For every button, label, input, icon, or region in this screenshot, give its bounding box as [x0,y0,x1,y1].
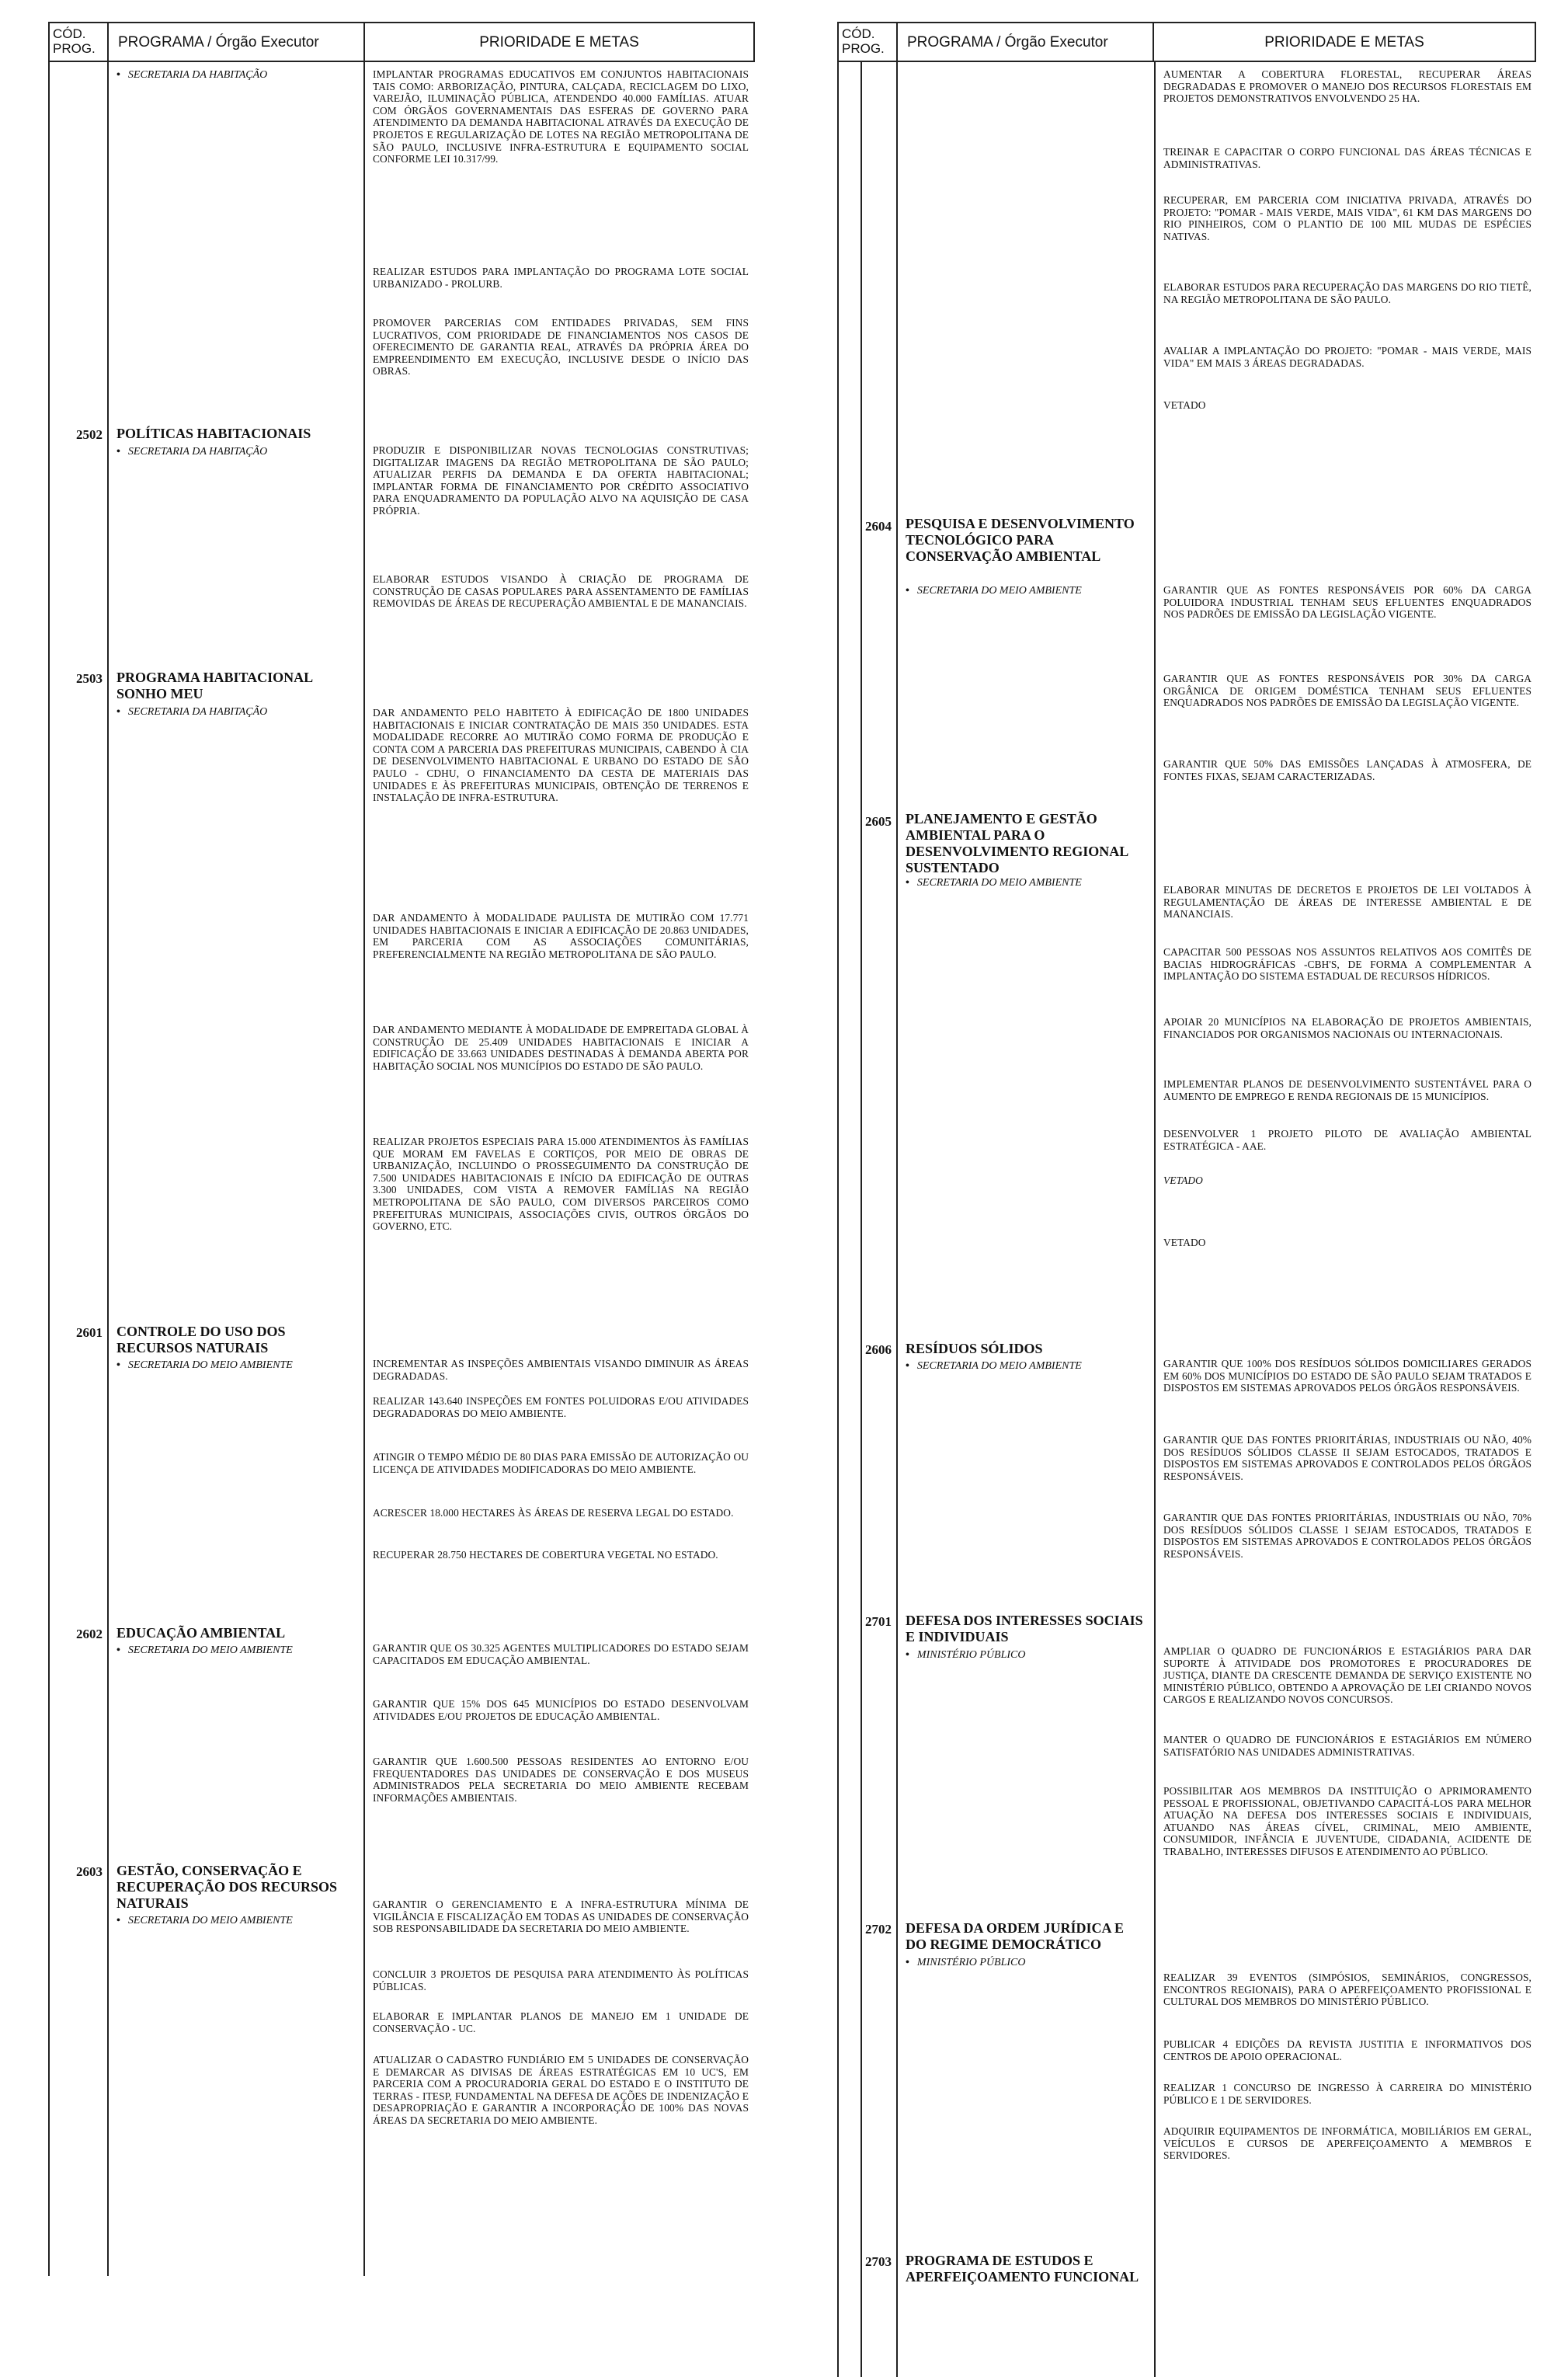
column-divider [837,62,839,2377]
program-executor: • SECRETARIA DA HABITAÇÃO [116,446,268,458]
goal-text: TREINAR E CAPACITAR O CORPO FUNCIONAL DAS ÁREAS TÉCNICAS E ADMINISTRATIVAS. [1163,146,1531,170]
program-executor: • SECRETARIA DA HABITAÇÃO [116,69,268,81]
goal-text: MANTER O QUADRO DE FUNCIONÁRIOS E ESTAGIÁRIOS EM NÚMERO SATISFATÓRIO NAS UNIDADES ADMINISTRATIVAS. [1163,1734,1531,1758]
goal-text: PROMOVER PARCERIAS COM ENTIDADES PRIVADAS, SEM FINS LUCRATIVOS, COM PRIORIDADE DE FINANCIAMENTOS NOS CASOS DE OFERECIMENTO DE GARANTIA REAL, ATRAVÉS DA PRÓPRIA ÁREA DO EMPREENDIMENTO EM EXECUÇÃO, INCLUSIVE DESDE O INÍCIO DAS OBRAS. [373,317,749,378]
table-header [837,22,1536,62]
goal-text: PUBLICAR 4 EDIÇÕES DA REVISTA JUSTITIA E INFORMATIVOS DOS CENTROS DE APOIO OPERACIONAL. [1163,2038,1531,2062]
goal-text: RECUPERAR 28.750 HECTARES DE COBERTURA VEGETAL NO ESTADO. [373,1549,718,1561]
header-prioridade: PRIORIDADE E METAS [479,34,639,50]
column-divider [860,62,862,2377]
goal-text: GARANTIR QUE AS FONTES RESPONSÁVEIS POR 60% DA CARGA POLUIDORA INDUSTRIAL TENHAM SEUS EFLUENTES ENQUADRADOS NOS PADRÕES DE EMISSÃO DA LEGISLAÇÃO VIGENTE. [1163,584,1531,621]
program-executor: • SECRETARIA DO MEIO AMBIENTE [906,877,1082,889]
program-code: 2603 [76,1864,103,1879]
goal-text: CONCLUIR 3 PROJETOS DE PESQUISA PARA ATENDIMENTO ÀS POLÍTICAS PÚBLICAS. [373,1968,749,1992]
goal-text: REALIZAR 39 EVENTOS (SIMPÓSIOS, SEMINÁRIOS, CONGRESSOS, ENCONTROS REGIONAIS), PARA O APERFEIÇOAMENTO PROFISSIONAL E CULTURAL DOS MEMBROS DO MINISTÉRIO PÚBLICO. [1163,1972,1531,2008]
program-executor: • SECRETARIA DO MEIO AMBIENTE [116,1644,293,1656]
program-executor: • SECRETARIA DO MEIO AMBIENTE [116,1359,293,1371]
goal-text: GARANTIR QUE DAS FONTES PRIORITÁRIAS, INDUSTRIAIS OU NÃO, 40% DOS RESÍDUOS SÓLIDOS CLASSE II SEJAM ESTOCADOS, TRATADOS E DISPOSTOS EM SISTEMAS APROVADOS E CONTROLADOS PELOS ÓRGÃOS RESPONSÁVEIS. [1163,1434,1531,1482]
program-name: POLÍTICAS HABITACIONAIS [116,426,311,441]
program-name: PESQUISA E DESENVOLVIMENTO TECNOLÓGICO PARA CONSERVAÇÃO AMBIENTAL [906,516,1135,564]
goal-text: ADQUIRIR EQUIPAMENTOS DE INFORMÁTICA, MOBILIÁRIOS EM GERAL, VEÍCULOS E CURSOS DE APERFEIÇOAMENTO A MEMBROS E SERVIDORES. [1163,2125,1531,2162]
goal-text: GARANTIR QUE 100% DOS RESÍDUOS SÓLIDOS DOMICILIARES GERADOS EM 60% DOS MUNICÍPIOS DO ESTADO DE SÃO PAULO SEJAM TRATADOS E DISPOSTOS EM SISTEMAS APROVADOS PELOS ÓRGÃOS RESPONSÁVEIS. [1163,1358,1531,1394]
goal-text: ELABORAR ESTUDOS VISANDO À CRIAÇÃO DE PROGRAMA DE CONSTRUÇÃO DE CASAS POPULARES PARA ASSENTAMENTO DE FAMÍLIAS REMOVIDAS DE ÁREAS DE RECUPERAÇÃO AMBIENTAL E DE MANANCIAIS. [373,573,749,610]
goal-text: ELABORAR ESTUDOS PARA RECUPERAÇÃO DAS MARGENS DO RIO TIETÊ, NA REGIÃO METROPOLITANA DE SÃO PAULO. [1163,281,1531,305]
goal-text: DAR ANDAMENTO À MODALIDADE PAULISTA DE MUTIRÃO COM 17.771 UNIDADES HABITACIONAIS E INICIAR A EDIFICAÇÃO DE 20.863 UNIDADES, EM PARCERIA COM AS ASSOCIAÇÕES COMUNITÁRIAS, PREFERENCIALMENTE NA REGIÃO METROPOLITANA DE SÃO PAULO. [373,912,749,960]
goal-text: VETADO [1163,1237,1206,1248]
goal-text: IMPLEMENTAR PLANOS DE DESENVOLVIMENTO SUSTENTÁVEL PARA O AUMENTO DE EMPREGO E RENDA REGIONAIS DE 15 MUNICÍPIOS. [1163,1078,1531,1102]
goal-text: GARANTIR QUE AS FONTES RESPONSÁVEIS POR 30% DA CARGA ORGÂNICA DE ORIGEM DOMÉSTICA TENHAM SEUS EFLUENTES ENQUADRADOS NOS PADRÕES DE EMISSÃO DA LEGISLAÇÃO VIGENTE. [1163,673,1531,709]
header-programa: PROGRAMA / Órgão Executor [898,23,1154,61]
program-code: 2601 [76,1325,103,1340]
header-cod-prog: CÓD. PROG. [839,23,898,61]
right-column [837,22,1536,2368]
goal-text: CAPACITAR 500 PESSOAS NOS ASSUNTOS RELATIVOS AOS COMITÊS DE BACIAS HIDROGRÁFICAS -CBH'S, DE FORMA A COMPLEMENTAR A IMPLANTAÇÃO DO SISTEMA ESTADUAL DE RECURSOS HÍDRICOS. [1163,946,1531,983]
program-code: 2602 [76,1627,103,1641]
program-executor: • SECRETARIA DO MEIO AMBIENTE [116,1915,293,1926]
goal-text: GARANTIR QUE 1.600.500 PESSOAS RESIDENTES AO ENTORNO E/OU FREQUENTADORES DAS UNIDADES DE CONSERVAÇÃO E DOS MUSEUS ADMINISTRADOS PELA SECRETARIA DO MEIO AMBIENTE RECEBAM INFORMAÇÕES AMBIENTAIS. [373,1756,749,1804]
goal-text: GARANTIR O GERENCIAMENTO E A INFRA-ESTRUTURA MÍNIMA DE VIGILÂNCIA E FISCALIZAÇÃO EM TODAS AS UNIDADES DE CONSERVAÇÃO SOB RESPONSABILIDADE DA SECRETARIA DO MEIO AMBIENTE. [373,1898,749,1935]
goal-text: INCREMENTAR AS INSPEÇÕES AMBIENTAIS VISANDO DIMINUIR AS ÁREAS DEGRADADAS. [373,1358,749,1382]
program-code: 2605 [865,814,892,829]
program-executor: • MINISTÉRIO PÚBLICO [906,1649,1026,1661]
program-code: 2502 [76,427,103,442]
goal-text: DESENVOLVER 1 PROJETO PILOTO DE AVALIAÇÃO AMBIENTAL ESTRATÉGICA - AAE. [1163,1128,1531,1152]
goal-text: VETADO [1163,1175,1203,1186]
program-code: 2702 [865,1922,892,1937]
goal-text: ELABORAR MINUTAS DE DECRETOS E PROJETOS DE LEI VOLTADOS À REGULAMENTAÇÃO DE ÁREAS DE INTERESSE AMBIENTAL E DE MANANCIAIS. [1163,884,1531,921]
goal-text: GARANTIR QUE 15% DOS 645 MUNICÍPIOS DO ESTADO DESENVOLVAM ATIVIDADES E/OU PROJETOS DE EDUCAÇÃO AMBIENTAL. [373,1698,749,1722]
goal-text: ELABORAR E IMPLANTAR PLANOS DE MANEJO EM 1 UNIDADE DE CONSERVAÇÃO - UC. [373,2010,749,2034]
goal-text: REALIZAR 1 CONCURSO DE INGRESSO À CARREIRA DO MINISTÉRIO PÚBLICO E 1 DE SERVIDORES. [1163,2082,1531,2106]
column-divider [107,62,109,2276]
program-code: 2703 [865,2254,892,2269]
program-code: 2503 [76,671,103,686]
program-code: 2604 [865,519,892,534]
program-executor: • MINISTÉRIO PÚBLICO [906,1957,1026,1968]
goal-text: GARANTIR QUE 50% DAS EMISSÕES LANÇADAS À ATMOSFERA, DE FONTES FIXAS, SEJAM CARACTERIZADAS. [1163,758,1531,782]
program-name: GESTÃO, CONSERVAÇÃO E RECUPERAÇÃO DOS RECURSOS NATURAIS [116,1863,338,1911]
program-code: 2701 [865,1614,892,1629]
program-name: PROGRAMA HABITACIONAL SONHO MEU [116,670,313,701]
column-divider [1154,62,1156,2377]
goal-text: AUMENTAR A COBERTURA FLORESTAL, RECUPERAR ÁREAS DEGRADADAS E PROMOVER O MANEJO DOS RECURSOS FLORESTAIS EM PROJETOS DEMONSTRATIVOS ENVOLVENDO 25 HA. [1163,68,1531,105]
goal-text: AMPLIAR O QUADRO DE FUNCIONÁRIOS E ESTAGIÁRIOS PARA DAR SUPORTE À ATIVIDADE DOS PROMOTORES E PROCURADORES DE JUSTIÇA, DIANTE DA CRESCENTE DEMANDA DE SERVIÇO EXISTENTE NO MINISTÉRIO PÚBLICO, OBTENDO A APROVAÇÃO DE LEI CRIANDO NOVOS CARGOS E REALIZANDO NOVOS CONCURSOS. [1163,1645,1531,1706]
left-column [48,22,755,2274]
header-cod-prog: CÓD. PROG. [50,23,109,61]
program-executor: • SECRETARIA DO MEIO AMBIENTE [906,585,1082,597]
column-divider [363,62,365,2276]
program-name: DEFESA DOS INTERESSES SOCIAIS E INDIVIDUAIS [906,1613,1143,1644]
goal-text: IMPLANTAR PROGRAMAS EDUCATIVOS EM CONJUNTOS HABITACIONAIS TAIS COMO: ARBORIZAÇÃO, PINTURA, CALÇADA, RECICLAGEM DO LIXO, VAREJÃO, ILUMINAÇÃO PÚBLICA, ATENDENDO 40.000 FAMÍLIAS. ATUAR COM ÓRGÃOS GOVERNAMENTAIS DAS ESFERAS DE GOVERNO PARA ATENDIMENTO DA DEMANDA HABITACIONAL ATRAVÉS DA EXECUÇÃO DE PROJETOS E REGULARIZAÇÃO DE LOTES NA REGIÃO METROPOLITANA DE SÃO PAULO, INCLUSIVE INFRA-ESTRUTURA E EQUIPAMENTO SOCIAL CONFORME LEI 10.317/99. [373,68,749,165]
goal-text: DAR ANDAMENTO MEDIANTE À MODALIDADE DE EMPREITADA GLOBAL À CONSTRUÇÃO DE 25.409 UNIDADES HABITACIONAIS E INICIAR A EDIFICAÇÃO DE 33.663 UNIDADES DESTINADAS À DEMANDA ABERTA POR HABITAÇÃO SOCIAL NOS MUNICÍPIOS DO ESTADO DE SÃO PAULO. [373,1024,749,1072]
goal-text: POSSIBILITAR AOS MEMBROS DA INSTITUIÇÃO O APRIMORAMENTO PESSOAL E PROFISSIONAL, OBJETIVANDO CAPACITÁ-LOS PARA MELHOR ATUAÇÃO NA DEFESA DOS INTERESSES SOCIAIS E INDIVIDUAIS, ATUANDO NAS ÁREAS CÍVEL, CRIMINAL, MEIO AMBIENTE, CONSUMIDOR, INFÂNCIA E JUVENTUDE, CIDADANIA, ACIDENTE DE TRABALHO, INTERESSES DIFUSOS E ATENDIMENTO AO PÚBLICO. [1163,1785,1531,1857]
goal-text: APOIAR 20 MUNICÍPIOS NA ELABORAÇÃO DE PROJETOS AMBIENTAIS, FINANCIADOS POR ORGANISMOS NACIONAIS OU INTERNACIONAIS. [1163,1016,1531,1040]
goal-text: PRODUZIR E DISPONIBILIZAR NOVAS TECNOLOGIAS CONSTRUTIVAS; DIGITALIZAR IMAGENS DA REGIÃO METROPOLITANA DE SÃO PAULO; ATUALIZAR PERFIS DA DEMANDA E DA OFERTA HABITACIONAL; IMPLANTAR FORMA DE FINANCIAMENTO POR CRÉDITO ASSOCIATIVO PARA ENQUADRAMENTO DA POPULAÇÃO ALVO NA AQUISIÇÃO DE CASA PRÓPRIA. [373,444,749,517]
goal-text: AVALIAR A IMPLANTAÇÃO DO PROJETO: "POMAR - MAIS VERDE, MAIS VIDA" EM MAIS 3 ÁREAS DEGRADADAS. [1163,345,1531,369]
goal-text: DAR ANDAMENTO PELO HABITETO À EDIFICAÇÃO DE 1800 UNIDADES HABITACIONAIS E INICIAR CONTRATAÇÃO DE MAIS 350 UNIDADES. ESTA MODALIDADE RECORRE AO MUTIRÃO COMO FORMA DE PRODUÇÃO E CONTA COM A PARCERIA DAS PREFEITURAS MUNICIPAIS, CABENDO À CIA DE DESENVOLVIMENTO HABITACIONAL E URBANO DO ESTADO DE SÃO PAULO - CDHU, O FINANCIAMENTO DA CESTA DE MATERIAIS DAS UNIDADES E ÀS PREFEITURAS MUNICIPAIS, OBTENÇÃO DE TERRENOS E INSTALAÇÃO DE INFRA-ESTRUTURA. [373,707,749,804]
program-name: PROGRAMA DE ESTUDOS E APERFEIÇOAMENTO FUNCIONAL [906,2253,1139,2285]
goal-text: RECUPERAR, EM PARCERIA COM INICIATIVA PRIVADA, ATRAVÉS DO PROJETO: "POMAR - MAIS VERDE, MAIS VIDA", 61 KM DAS MARGENS DO RIO PINHEIROS, COM O PLANTIO DE 100 MIL MUDAS DE ESPÉCIES NATIVAS. [1163,194,1531,242]
program-name: EDUCAÇÃO AMBIENTAL [116,1625,286,1641]
goal-text: ACRESCER 18.000 HECTARES ÀS ÁREAS DE RESERVA LEGAL DO ESTADO. [373,1507,734,1519]
goal-text: REALIZAR ESTUDOS PARA IMPLANTAÇÃO DO PROGRAMA LOTE SOCIAL URBANIZADO - PROLURB. [373,266,749,290]
goal-text: GARANTIR QUE DAS FONTES PRIORITÁRIAS, INDUSTRIAIS OU NÃO, 70% DOS RESÍDUOS SÓLIDOS CLASSE I SEJAM ESTOCADOS, TRATADOS E DISPOSTOS EM SISTEMAS APROVADOS E CONTROLADOS PELOS ÓRGÃOS RESPONSÁVEIS. [1163,1512,1531,1560]
header-prioridade: PRIORIDADE E METAS [1264,34,1424,50]
table-header [48,22,755,62]
program-code: 2606 [865,1342,892,1357]
program-executor: • SECRETARIA DA HABITAÇÃO [116,706,268,718]
column-divider [48,62,50,2276]
goal-text: ATUALIZAR O CADASTRO FUNDIÁRIO EM 5 UNIDADES DE CONSERVAÇÃO E DEMARCAR AS DIVISAS DE ÁREAS ESTRATÉGICAS EM 10 UC'S, EM PARCERIA COM A PROCURADORIA GERAL DO ESTADO E O INSTITUTO DE TERRAS - ITESP, FUNDAMENTAL NA DEFESA DE AÇÕES DE INDENIZAÇÃO E DESAPROPRIAÇÃO E GARANTIR A INCORPORAÇÃO DE 100% DAS NOVAS ÁREAS DA SECRETARIA DO MEIO AMBIENTE. [373,2054,749,2126]
goal-text: REALIZAR PROJETOS ESPECIAIS PARA 15.000 ATENDIMENTOS ÀS FAMÍLIAS QUE MORAM EM FAVELAS E CORTIÇOS, POR MEIO DE OBRAS DE URBANIZAÇÃO, INCLUINDO O PROSSEGUIMENTO DA CONSTRUÇÃO DE 7.500 UNIDADES HABITACIONAIS E INÍCIO DA EDIFICAÇÃO DE OUTRAS 3.300 UNIDADES, COM VISTA A REMOVER FAMÍLIAS NA REGIÃO METROPOLITANA DE SÃO PAULO, COM DIVERSOS PARCEIROS COMO PREFEITURAS MUNICIPAIS, ASSOCIAÇÕES CIVIS, OUTROS ÓRGÃOS DO GOVERNO, ETC. [373,1136,749,1233]
goal-text: REALIZAR 143.640 INSPEÇÕES EM FONTES POLUIDORAS E/OU ATIVIDADES DEGRADADORAS DO MEIO AMBIENTE. [373,1395,749,1419]
goal-text: ATINGIR O TEMPO MÉDIO DE 80 DIAS PARA EMISSÃO DE AUTORIZAÇÃO OU LICENÇA DE ATIVIDADES MODIFICADORAS DO MEIO AMBIENTE. [373,1451,749,1475]
goal-text: GARANTIR QUE OS 30.325 AGENTES MULTIPLICADORES DO ESTADO SEJAM CAPACITADOS EM EDUCAÇÃO AMBIENTAL. [373,1642,749,1666]
goal-text: VETADO [1163,399,1206,411]
program-name: CONTROLE DO USO DOS RECURSOS NATURAIS [116,1324,286,1356]
header-programa: PROGRAMA / Órgão Executor [109,23,365,61]
program-name: RESÍDUOS SÓLIDOS [906,1341,1043,1356]
program-name: DEFESA DA ORDEM JURÍDICA E DO REGIME DEMOCRÁTICO [906,1920,1125,1952]
program-name: PLANEJAMENTO E GESTÃO AMBIENTAL PARA O DESENVOLVIMENTO REGIONAL SUSTENTADO [906,811,1128,875]
program-executor: • SECRETARIA DO MEIO AMBIENTE [906,1360,1082,1372]
column-divider [896,62,898,2377]
